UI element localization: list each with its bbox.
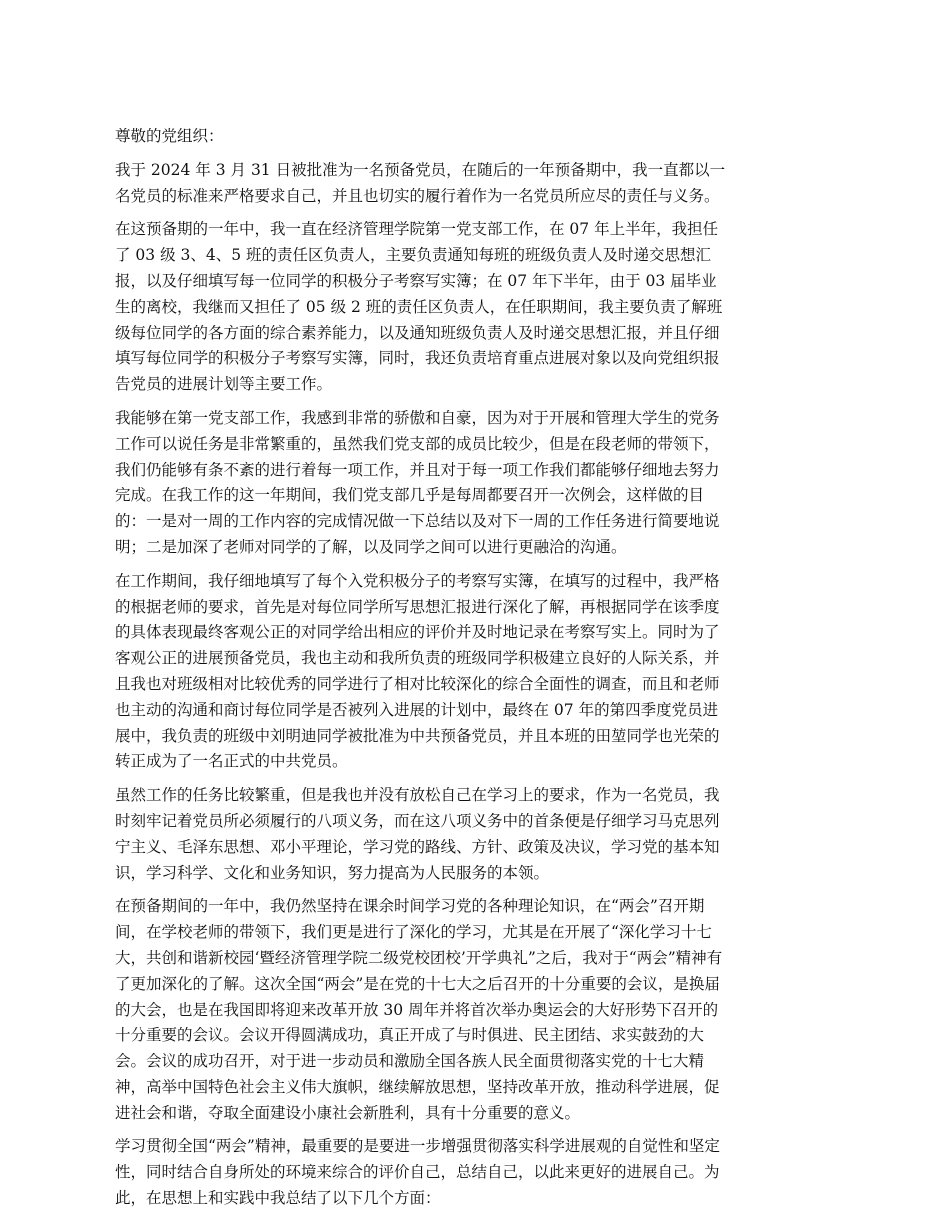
paragraph-line: 我们仍能够有条不紊的进行着每一项工作，并且对于每一项工作我们都能够仔细地去努力: [115, 460, 720, 479]
paragraph-line: 在这预备期的一年中，我一直在经济管理学院第一党支部工作，在 07 年上半年，我担任: [115, 220, 719, 239]
paragraph: [115, 1134, 840, 1211]
paragraph-line: 展中，我负责的班级中刘明迪同学被批准为中共预备党员，并且本班的田堃同学也光荣的: [115, 726, 720, 745]
paragraph-line: 我能够在第一党支部工作，我感到非常的骄傲和自豪，因为对于开展和管理大学生的党务: [115, 408, 720, 427]
paragraph: [115, 569, 840, 775]
paragraph-line: 名党员的标准来严格要求自己，并且也切实的履行着作为一名党员所应尽的责任与义务。: [115, 186, 720, 205]
paragraph-line: 告党员的进展计划等主要工作。: [115, 375, 333, 394]
letter-greeting: 尊敬的党组织：: [115, 127, 224, 145]
paragraph-line: 的：一是对一周的工作内容的完成情况做一下总结以及对下一周的工作任务进行简要地说: [115, 512, 720, 531]
paragraph-line: 学习贯彻全国“两会”精神，最重要的是要进一步增强贯彻落实科学进展观的自觉性和坚定: [115, 1137, 720, 1156]
paragraph-line: 的根据老师的要求，首先是对每位同学所写思想汇报进行深化了解，再根据同学在该季度: [115, 597, 720, 616]
paragraph-line: 间，在学校老师的带领下，我们更是进行了深化的学习，尤其是在开展了“深化学习十七: [115, 923, 712, 942]
paragraph-line: 进社会和谐，夺取全面建设小康社会新胜利，具有十分重要的意义。: [115, 1103, 581, 1122]
paragraph-line: 了更加深化的了解。这次全国“两会”是在党的十七大之后召开的十分重要的会议，是换届: [115, 974, 720, 993]
paragraph-line: 神，高举中国特色社会主义伟大旗帜，继续解放思想，坚持改革开放，推动科学进展，促: [115, 1077, 720, 1096]
paragraph-list: [115, 158, 840, 1212]
paragraph-line: 转正成为了一名正式的中共党员。: [115, 752, 348, 771]
paragraph-line: 时刻牢记着党员所必须履行的八项义务，而在这八项义务中的首条便是仔细学习马克思列: [115, 811, 720, 830]
paragraph: [115, 217, 840, 398]
paragraph-line: 完成。在我工作的这一年期间，我们党支部几乎是每周都要召开一次例会，这样做的目: [115, 486, 705, 505]
paragraph-line: 报，以及仔细填写每一位同学的积极分子考察写实簿；在 07 年下半年，由于 03 届毕业: [115, 271, 717, 290]
paragraph-line: 了 03 级 3、4、5 班的责任区负责人，主要负责通知每班的班级负责人及时递交思想汇: [115, 246, 712, 265]
paragraph-line: 级每位同学的各方面的综合素养能力，以及通知班级负责人及时递交思想汇报，并且仔细: [115, 323, 720, 342]
paragraph: [115, 783, 840, 886]
paragraph-line: 我于 2024 年 3 月 31 日被批准为一名预备党员，在随后的一年预备期中，我一直都以一: [115, 160, 726, 179]
paragraph-line: 的具体表现最终客观公正的对同学给出相应的评价并及时地记录在考察写实上。同时为了: [115, 623, 720, 642]
paragraph-line: 生的离校，我继而又担任了 05 级 2 班的责任区负责人，在任职期间，我主要负责了解班: [115, 297, 723, 316]
paragraph-line: 虽然工作的任务比较繁重，但是我也并没有放松自己在学习上的要求，作为一名党员，我: [115, 786, 720, 805]
paragraph-line: 且我也对班级相对比较优秀的同学进行了相对比较深化的综合全面性的调查，而且和老师: [115, 674, 720, 693]
paragraph-line: 的大会，也是在我国即将迎来改革开放 30 周年并将首次举办奥运会的大好形势下召开的: [115, 1000, 719, 1019]
paragraph-line: 宁主义、毛泽东思想、邓小平理论，学习党的路线、方针、政策及决议，学习党的基本知: [115, 837, 720, 856]
paragraph-line: 在预备期间的一年中，我仍然坚持在课余时间学习党的各种理论知识，在“两会”召开期: [115, 897, 705, 916]
paragraph-line: 在工作期间，我仔细地填写了每个入党积极分子的考察写实簿，在填写的过程中，我严格: [115, 571, 720, 590]
paragraph: [115, 406, 840, 561]
paragraph-line: 会。会议的成功召开，对于进一步动员和激励全国各族人民全面贯彻落实党的十七大精: [115, 1052, 705, 1071]
paragraph-line: 性，同时结合自身所处的环境来综合的评价自己，总结自己，以此来更好的进展自己。为: [115, 1163, 720, 1182]
paragraph-line: 明；二是加深了老师对同学的了解，以及同学之间可以进行更融洽的沟通。: [115, 537, 627, 556]
paragraph: [115, 894, 840, 1126]
paragraph-line: 也主动的沟通和商讨每位同学是否被列入进展的计划中，最终在 07 年的第四季度党员进: [115, 700, 719, 719]
paragraph-line: 识，学习科学、文化和业务知识，努力提高为人民服务的本领。: [115, 863, 550, 882]
paragraph: [115, 158, 840, 210]
letter-body: [115, 124, 840, 1220]
paragraph-line: 填写每位同学的积极分子考察写实簿，同时，我还负责培育重点进展对象以及向党组织报: [115, 349, 720, 368]
paragraph-line: 十分重要的会议。会议开得圆满成功，真正开成了与时俱进、民主团结、求实鼓劲的大: [115, 1026, 705, 1045]
paragraph-line: 大，共创和谐新校园‘暨经济管理学院二级党校团校’开学典礼”之后，我对于“两会”精神有: [115, 948, 723, 967]
paragraph-line: 此，在思想上和实践中我总结了以下几个方面：: [115, 1189, 441, 1208]
paragraph-line: 工作可以说任务是非常繁重的，虽然我们党支部的成员比较少，但是在段老师的带领下，: [115, 434, 720, 453]
paragraph-line: 客观公正的进展预备党员，我也主动和我所负责的班级同学积极建立良好的人际关系，并: [115, 649, 720, 668]
